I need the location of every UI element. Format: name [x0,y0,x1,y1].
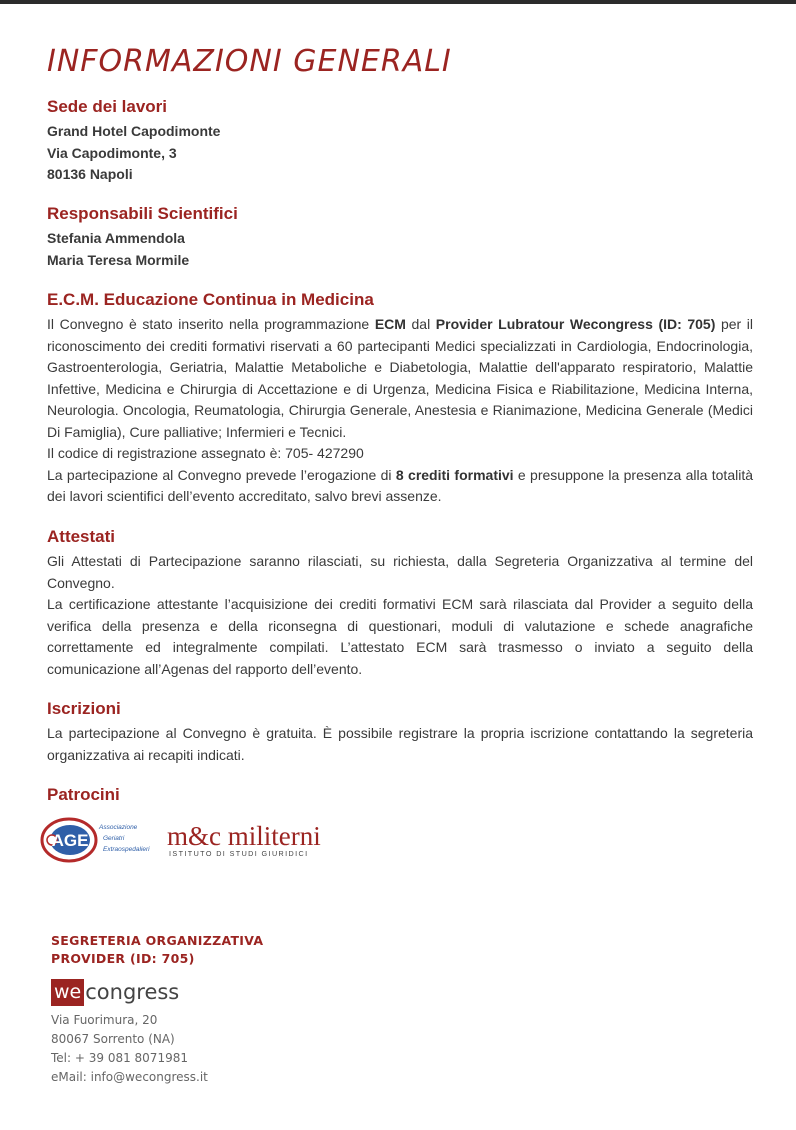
section-heading: Iscrizioni [47,699,121,718]
text: dal [405,316,436,332]
section-heading: Responsabili Scientifici [47,204,238,223]
section-responsabili [47,204,753,271]
attestati-paragraph: Gli Attestati di Partecipazione saranno rilasciati, su richiesta, dalla Segreteria Organizzativa al termine del Convegno. [47,553,753,591]
address-city: 80067 Sorrento (NA) [51,1032,175,1046]
provider-bold: Provider Lubratour Wecongress (ID: 705) [435,316,716,332]
age-line: Extraospedalieri [103,846,150,853]
footer-heading: PROVIDER (ID: 705) [51,951,195,966]
address-street: Via Fuorimura, 20 [51,1013,158,1027]
section-patrocini [47,785,753,809]
logo-we: we [51,979,84,1006]
address-email: eMail: info@wecongress.it [51,1070,208,1084]
patron-logos [40,815,360,865]
text: La partecipazione al Convegno prevede l’erogazione di [47,466,396,483]
text: Il Convegno è stato inserito nella programmazione [47,316,375,332]
section-heading: E.C.M. Educazione Continua in Medicina [47,290,374,309]
person-name: Maria Teresa Mormile [47,251,190,268]
text: per il riconoscimento dei crediti formativi riservati a 60 partecipanti Medici specializzati in Cardiologia, Endocrinologia, Gastroenterologia, Geriatria, Malattie Metaboliche e Diabetologia, Malattie dell'apparato respiratorio, Malattie Infettive, Medicina e Chirurgia di Accettazione e di Urgenza, Medicina Fisica e Riabilitazione, Medicina Interna, Neurologia. Oncologia, Reumatologia, Chirurgia Generale, Anestesia e Rianimazione, Medicina Generale (Medici Di Famiglia), Cure palliative; Infermieri e Tecnici. [47,316,753,440]
text: e presuppone la presenza alla totalità dei lavori scientifici dell’evento accreditato, salvo brevi assenze. [47,466,753,504]
age-line: Geriatri [103,835,125,842]
age-logo-letters: AGE [51,831,89,850]
ecm-bold: ECM [374,316,406,332]
person-name: Stefania Ammendola [47,230,185,246]
age-line: Associazione [99,824,138,831]
section-heading: Attestati [47,527,116,546]
wecongress-logo [51,976,351,1006]
section-sede [47,97,753,186]
venue-city: 80136 Napoli [47,166,133,182]
registration-code: Il codice di registrazione assegnato è: 705- 427290 [47,445,364,461]
attestati-paragraph: La certificazione attestante l’acquisizione dei crediti formativi ECM sarà rilasciata dal Provider a seguito della verifica della presenza e della riconsegna di questionari, moduli di valutazione e schede anagrafiche correttamente ed integralmente compilati. L’attestato ECM sarà trasmesso o inviato a seguito della comunicazione all’Agenas del rapporto dell’evento. [47,596,753,677]
iscrizioni-paragraph: La partecipazione al Convegno è gratuita. È possibile registrare la propria iscrizione contattando la segreteria organizzativa ai recapiti indicati. [47,725,753,763]
page-title: INFORMAZIONI GENERALI [47,44,452,79]
militerni-logo [167,821,321,858]
age-logo [42,819,150,861]
top-border [0,0,796,4]
section-ecm [47,290,753,508]
footer-heading: SEGRETERIA ORGANIZZATIVA [51,933,264,948]
militerni-name: m&c militerni [167,821,321,851]
organizer-footer [51,932,351,1087]
section-heading: Sede dei lavori [47,97,167,116]
ecm-paragraph [47,314,753,443]
credits-paragraph [47,465,753,508]
logo-congress: congress [85,980,180,1004]
venue-street: Via Capodimonte, 3 [47,144,177,161]
address-phone: Tel: + 39 081 8071981 [51,1051,188,1065]
patron-logos-svg [40,815,360,865]
section-heading: Patrocini [47,785,120,804]
venue-name: Grand Hotel Capodimonte [47,123,221,139]
credits-bold: 8 crediti formativi [395,466,514,483]
militerni-sub: ISTITUTO DI STUDI GIURIDICI [169,849,309,858]
section-iscrizioni [47,699,753,766]
section-attestati [47,527,753,680]
